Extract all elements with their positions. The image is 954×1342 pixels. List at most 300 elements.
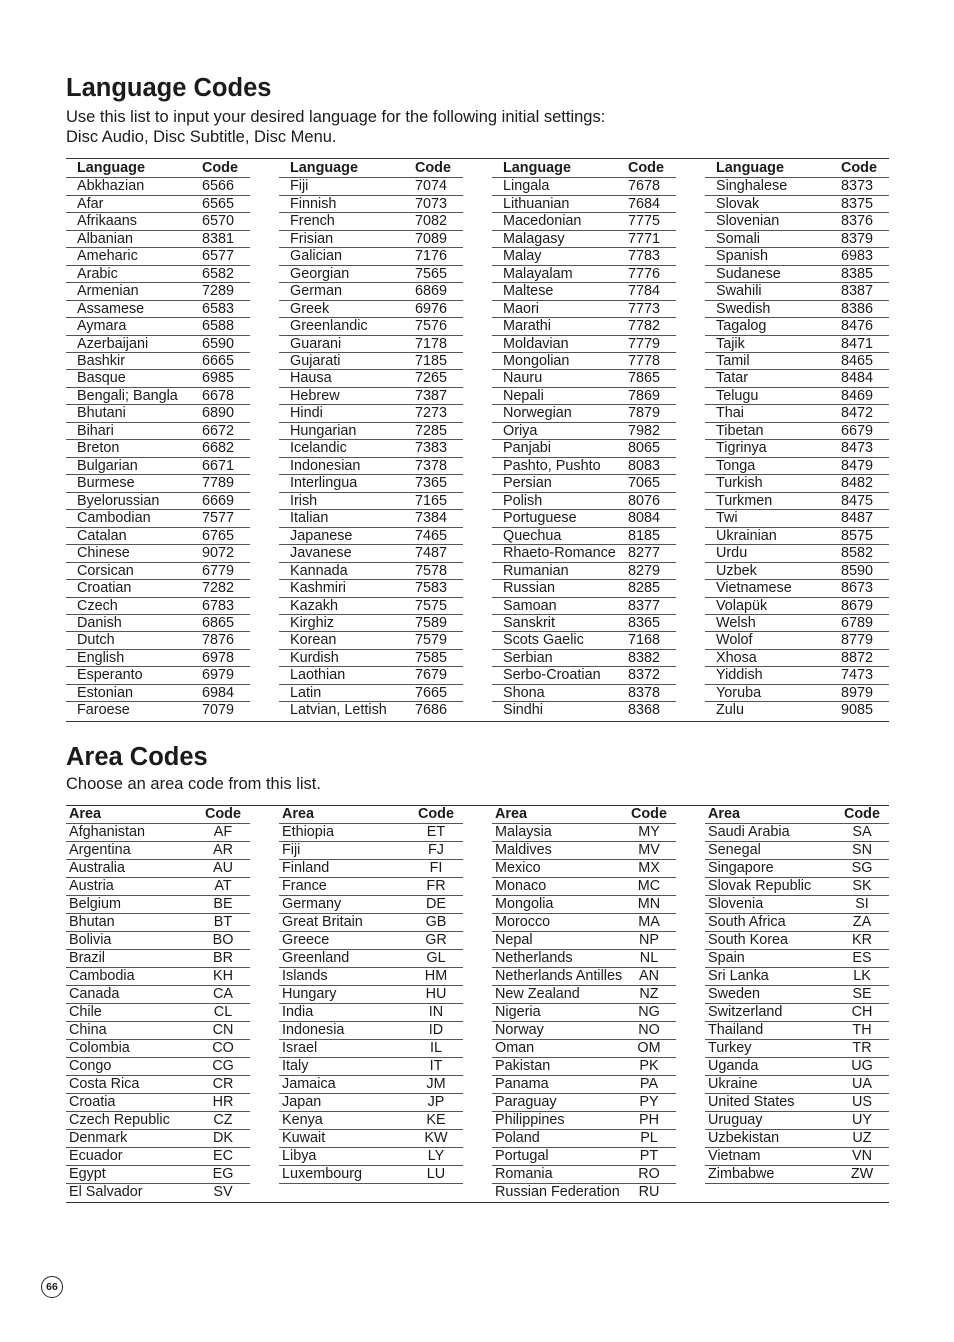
area-row [66, 932, 250, 950]
language-name: Rhaeto-Romance [503, 545, 616, 562]
area-code: TR [852, 1040, 872, 1056]
language-row [705, 685, 889, 702]
area-row [279, 986, 463, 1004]
language-row [279, 458, 463, 475]
area-row [705, 896, 889, 914]
language-code: 7578 [415, 562, 448, 579]
language-row [492, 178, 676, 195]
language-name: Malay [503, 248, 542, 265]
area-name: Switzerland [708, 1004, 783, 1020]
area-code: PH [639, 1112, 659, 1128]
area-code-table [66, 805, 889, 1203]
language-name: Guarani [290, 335, 342, 352]
language-codes-title: Language Codes [66, 74, 272, 102]
area-code: DE [426, 896, 446, 912]
language-row [66, 301, 250, 318]
area-header-row [66, 806, 250, 824]
language-name: English [77, 649, 125, 666]
area-row [279, 1004, 463, 1022]
area-row [279, 842, 463, 860]
language-name: Vietnamese [716, 580, 792, 597]
area-name: Maldives [495, 842, 552, 858]
language-row [279, 231, 463, 248]
area-column [66, 806, 250, 1202]
area-name: Vietnam [708, 1148, 761, 1164]
area-code: FR [426, 878, 446, 894]
language-code: 8368 [628, 702, 661, 719]
language-name: Dutch [77, 632, 115, 649]
language-name: Kurdish [290, 649, 339, 666]
language-name: Sudanese [716, 265, 781, 282]
area-code: IL [429, 1040, 442, 1056]
area-code: AF [213, 824, 233, 840]
language-code: 7065 [628, 475, 661, 492]
area-code: BO [212, 932, 234, 948]
language-name: Lingala [503, 178, 550, 195]
area-code: GR [425, 932, 447, 948]
language-row [279, 702, 463, 719]
language-code: 7487 [415, 545, 448, 562]
area-code: GL [426, 950, 446, 966]
language-row [66, 458, 250, 475]
area-code: MX [638, 860, 660, 876]
area-code: LY [427, 1148, 445, 1164]
language-code: 7168 [628, 632, 661, 649]
language-row [66, 598, 250, 615]
language-row [66, 283, 250, 300]
language-name: Tagalog [716, 318, 767, 335]
area-row [279, 968, 463, 986]
language-name: Estonian [77, 684, 134, 701]
language-name: Twi [716, 510, 738, 527]
language-name: Burmese [77, 475, 135, 492]
area-name: Luxembourg [282, 1166, 362, 1182]
language-code: 7387 [415, 387, 448, 404]
area-code: CR [212, 1076, 234, 1092]
area-column-header: Area [69, 806, 101, 822]
language-row [705, 493, 889, 510]
language-row [279, 283, 463, 300]
area-row [66, 986, 250, 1004]
area-code: AN [639, 968, 659, 984]
language-code: 7783 [628, 248, 661, 265]
area-name: Fiji [282, 842, 301, 858]
language-row [279, 475, 463, 492]
language-name: Tibetan [716, 422, 764, 439]
area-name: Uruguay [708, 1112, 763, 1128]
area-code: SI [855, 896, 869, 912]
language-row [492, 458, 676, 475]
language-column [279, 159, 463, 720]
area-name: Sri Lanka [708, 968, 769, 984]
language-code: 7577 [202, 510, 235, 527]
language-code: 8065 [628, 440, 661, 457]
area-row [705, 1040, 889, 1058]
language-name: Telugu [716, 387, 759, 404]
area-row [279, 896, 463, 914]
language-column-header: Language [503, 160, 571, 176]
language-code: 8377 [628, 597, 661, 614]
area-name: Pakistan [495, 1058, 551, 1074]
area-row [66, 1022, 250, 1040]
area-row [705, 950, 889, 968]
area-row [66, 1112, 250, 1130]
language-row [66, 563, 250, 580]
language-codes-intro [66, 107, 605, 147]
area-code: GB [425, 914, 447, 930]
language-code: 6665 [202, 352, 235, 369]
area-row [492, 1166, 676, 1184]
language-code: 6678 [202, 387, 235, 404]
language-name: Scots Gaelic [503, 632, 584, 649]
language-name: Aymara [77, 318, 127, 335]
language-code: 7282 [202, 580, 235, 597]
area-row [66, 1076, 250, 1094]
language-code: 7771 [628, 230, 661, 247]
area-code: AT [214, 878, 232, 894]
area-name: Great Britain [282, 914, 363, 930]
area-row [492, 1184, 676, 1202]
area-row [705, 1004, 889, 1022]
area-row [66, 968, 250, 986]
language-name: Maori [503, 300, 539, 317]
language-name: Thai [716, 405, 744, 422]
area-code: PL [640, 1130, 658, 1146]
area-name: Panama [495, 1076, 549, 1092]
area-name: France [282, 878, 327, 894]
language-code: 7465 [415, 527, 448, 544]
area-code: HR [212, 1094, 234, 1110]
area-name: Greece [282, 932, 330, 948]
area-row [66, 1148, 250, 1166]
language-code: 6590 [202, 335, 235, 352]
language-column-header: Language [77, 160, 145, 176]
language-name: Malagasy [503, 230, 565, 247]
language-code: 8387 [841, 283, 874, 300]
language-name: Tamil [716, 352, 750, 369]
area-code: ZW [850, 1166, 874, 1182]
language-name: Icelandic [290, 440, 347, 457]
language-code: 7079 [202, 702, 235, 719]
area-name: Finland [282, 860, 330, 876]
language-code: 6682 [202, 440, 235, 457]
language-name: Kirghiz [290, 615, 334, 632]
area-name: Saudi Arabia [708, 824, 790, 840]
language-name: Samoan [503, 597, 557, 614]
area-name: India [282, 1004, 314, 1020]
area-name: Jamaica [282, 1076, 336, 1092]
area-code: HM [424, 968, 448, 984]
language-row [492, 248, 676, 265]
area-column [279, 806, 463, 1184]
language-name: Turkish [716, 475, 763, 492]
language-header-row [66, 159, 250, 178]
area-code: JM [426, 1076, 446, 1092]
area-code: BR [213, 950, 233, 966]
language-name: Quechua [503, 527, 562, 544]
language-row [492, 510, 676, 527]
language-row [279, 213, 463, 230]
area-row [279, 1040, 463, 1058]
area-name: Costa Rica [69, 1076, 140, 1092]
language-code: 8279 [628, 562, 661, 579]
language-code: 7273 [415, 405, 448, 422]
language-row [705, 353, 889, 370]
language-row [705, 370, 889, 387]
language-code: 7678 [628, 178, 661, 195]
area-name: Ecuador [69, 1148, 123, 1164]
area-name: El Salvador [69, 1184, 143, 1200]
language-row [66, 475, 250, 492]
language-header-row [705, 159, 889, 178]
area-code: SG [851, 860, 873, 876]
language-row [705, 248, 889, 265]
language-code: 7784 [628, 283, 661, 300]
language-name: Albanian [77, 230, 134, 247]
language-code: 8679 [841, 597, 874, 614]
language-name: Volapük [716, 597, 768, 614]
language-row [279, 196, 463, 213]
area-code: OM [637, 1040, 661, 1056]
language-name: Yiddish [716, 667, 763, 684]
area-name: Italy [282, 1058, 309, 1074]
language-row [279, 685, 463, 702]
language-code: 7082 [415, 213, 448, 230]
language-code: 6672 [202, 422, 235, 439]
area-row [279, 1058, 463, 1076]
language-name: Maltese [503, 283, 554, 300]
area-row [492, 914, 676, 932]
language-code: 8378 [628, 684, 661, 701]
area-name: Thailand [708, 1022, 764, 1038]
language-code: 6976 [415, 300, 448, 317]
area-name: Germany [282, 896, 342, 912]
language-row [66, 650, 250, 667]
area-row [705, 1076, 889, 1094]
language-code: 7876 [202, 632, 235, 649]
area-row [66, 914, 250, 932]
language-name: Fiji [290, 178, 309, 195]
language-code: 7383 [415, 440, 448, 457]
language-codes-intro-line: Use this list to input your desired language for the following initial settings: [66, 108, 606, 126]
language-code: 7073 [415, 195, 448, 212]
language-row [279, 440, 463, 457]
area-code: MA [638, 914, 660, 930]
language-row [492, 318, 676, 335]
area-code: KW [424, 1130, 448, 1146]
language-name: Wolof [716, 632, 753, 649]
area-row [492, 1022, 676, 1040]
language-code: 6582 [202, 265, 235, 282]
language-code: 8575 [841, 527, 874, 544]
area-row [279, 950, 463, 968]
area-name: Congo [69, 1058, 112, 1074]
language-name: Assamese [77, 300, 145, 317]
language-name: Byelorussian [77, 492, 160, 509]
language-code: 8473 [841, 440, 874, 457]
language-name: Interlingua [290, 475, 358, 492]
area-code: EC [213, 1148, 233, 1164]
language-code: 6984 [202, 684, 235, 701]
area-row [492, 1040, 676, 1058]
language-name: Galician [290, 248, 342, 265]
language-row [705, 458, 889, 475]
area-name: Mexico [495, 860, 541, 876]
language-code: 7089 [415, 230, 448, 247]
language-code: 7285 [415, 422, 448, 439]
language-name: Sanskrit [503, 615, 555, 632]
language-row [279, 545, 463, 562]
area-code: PY [639, 1094, 659, 1110]
language-row [279, 318, 463, 335]
language-row [705, 388, 889, 405]
language-name: French [290, 213, 335, 230]
language-row [492, 615, 676, 632]
area-code: KE [426, 1112, 446, 1128]
area-name: Ukraine [708, 1076, 758, 1092]
area-code: ID [428, 1022, 444, 1038]
language-row [279, 598, 463, 615]
area-code: JP [427, 1094, 445, 1110]
area-code: RU [638, 1184, 660, 1200]
area-code: MV [638, 842, 660, 858]
language-row [279, 563, 463, 580]
language-code: 8471 [841, 335, 874, 352]
language-row [492, 423, 676, 440]
language-row [279, 632, 463, 649]
language-code: 8872 [841, 649, 874, 666]
language-row [492, 632, 676, 649]
area-codes-title: Area Codes [66, 743, 208, 771]
area-code: LU [426, 1166, 446, 1182]
language-row [492, 196, 676, 213]
language-name: Basque [77, 370, 126, 387]
area-name: Turkey [708, 1040, 752, 1056]
area-code: NO [638, 1022, 660, 1038]
area-row [492, 932, 676, 950]
area-row [492, 1058, 676, 1076]
language-code: 8385 [841, 265, 874, 282]
area-name: China [69, 1022, 107, 1038]
language-row [705, 510, 889, 527]
page-number: 66 [41, 1276, 63, 1298]
area-row [66, 860, 250, 878]
language-code: 7074 [415, 178, 448, 195]
language-code-table [66, 158, 889, 722]
area-row [705, 932, 889, 950]
language-code: 6979 [202, 667, 235, 684]
area-code: US [852, 1094, 872, 1110]
area-codes-intro: Choose an area code from this list. [66, 775, 321, 793]
language-name: Bihari [77, 422, 114, 439]
language-row [705, 423, 889, 440]
language-name: Tigrinya [716, 440, 767, 457]
language-row [279, 248, 463, 265]
language-code: 6588 [202, 318, 235, 335]
area-column-header: Area [708, 806, 740, 822]
language-code: 8482 [841, 475, 874, 492]
language-column [705, 159, 889, 720]
area-name: Zimbabwe [708, 1166, 775, 1182]
language-code: 7775 [628, 213, 661, 230]
language-name: Turkmen [716, 492, 773, 509]
language-name: Irish [290, 492, 318, 509]
language-row [279, 353, 463, 370]
area-row [279, 1112, 463, 1130]
area-row [66, 950, 250, 968]
language-name: Polish [503, 492, 543, 509]
area-code: RO [638, 1166, 660, 1182]
area-row [705, 1112, 889, 1130]
language-name: Tatar [716, 370, 748, 387]
language-row [492, 283, 676, 300]
language-code: 7185 [415, 352, 448, 369]
language-name: Serbian [503, 649, 553, 666]
language-name: Bashkir [77, 352, 125, 369]
language-name: Portuguese [503, 510, 577, 527]
language-code: 8386 [841, 300, 874, 317]
area-code: PT [639, 1148, 659, 1164]
area-row [66, 1184, 250, 1202]
area-code: HU [425, 986, 447, 1002]
area-row [492, 950, 676, 968]
language-name: Macedonian [503, 213, 582, 230]
area-code: MC [637, 878, 661, 894]
area-row [492, 878, 676, 896]
language-code: 6583 [202, 300, 235, 317]
language-row [705, 563, 889, 580]
area-code: NZ [639, 986, 659, 1002]
language-name: Mongolian [503, 352, 570, 369]
area-code: IT [429, 1058, 443, 1074]
language-code: 9072 [202, 545, 235, 562]
language-row [492, 493, 676, 510]
area-header-row [492, 806, 676, 824]
language-name: Hebrew [290, 387, 340, 404]
area-row [279, 1094, 463, 1112]
language-name: Nauru [503, 370, 543, 387]
area-name: Chile [69, 1004, 102, 1020]
language-code: 7589 [415, 615, 448, 632]
language-code: 6783 [202, 597, 235, 614]
area-name: Cambodia [69, 968, 135, 984]
language-name: Bhutani [77, 405, 126, 422]
area-name: Ethiopia [282, 824, 335, 840]
language-code: 7378 [415, 457, 448, 474]
area-name: Egypt [69, 1166, 106, 1182]
area-row [279, 1076, 463, 1094]
area-code: VN [852, 1148, 872, 1164]
language-name: Pashto, Pushto [503, 457, 601, 474]
language-row [705, 650, 889, 667]
language-column-header: Language [290, 160, 358, 176]
area-row [492, 1148, 676, 1166]
language-code: 7575 [415, 597, 448, 614]
language-code: 7178 [415, 335, 448, 352]
language-row [492, 266, 676, 283]
language-row [705, 196, 889, 213]
language-code: 8465 [841, 352, 874, 369]
language-row [279, 528, 463, 545]
language-code: 6671 [202, 457, 235, 474]
language-code: 6779 [202, 562, 235, 579]
area-code: ET [426, 824, 446, 840]
area-code: ES [852, 950, 872, 966]
language-code: 7684 [628, 195, 661, 212]
area-row [279, 1022, 463, 1040]
area-row [705, 1022, 889, 1040]
area-row [279, 1130, 463, 1148]
